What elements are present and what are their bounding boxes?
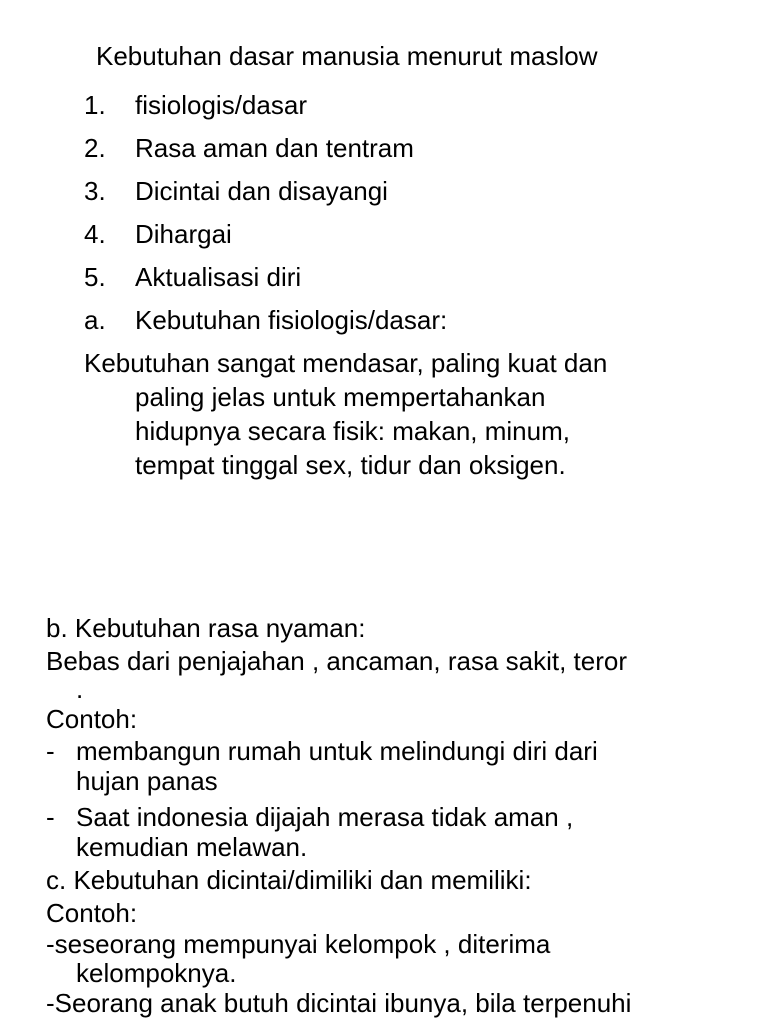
list-item (84, 217, 447, 260)
slide-2-content (46, 610, 746, 1020)
needs-list (84, 88, 447, 346)
c-example-line: kelompoknya. (76, 958, 237, 988)
contoh-label: Contoh: (46, 898, 138, 928)
physiological-description (84, 346, 744, 482)
c-example-line: -seseorang mempunyai kelompok , diterima (46, 929, 551, 959)
paragraph-line: paling jelas untuk mempertahankan (135, 382, 546, 412)
list-item-text: fisiologis/dasar (135, 90, 307, 120)
list-item-text: Rasa aman dan tentram (135, 133, 414, 163)
slide-title: Kebutuhan dasar manusia menurut maslow (96, 41, 598, 71)
list-item-text: Aktualisasi diri (135, 262, 302, 292)
paragraph-line: hidupnya secara fisik: makan, minum, (135, 416, 570, 446)
slide-2 (0, 600, 768, 1024)
list-item-number: a. (84, 305, 106, 335)
dash-bullet: - (46, 736, 55, 766)
list-item-text: Kebutuhan fisiologis/dasar: (135, 305, 448, 335)
example-text: kemudian melawan. (76, 832, 308, 862)
list-item (84, 131, 447, 174)
list-item (84, 88, 447, 131)
c-example-line: -Seorang anak butuh dicintai ibunya, bila terpenuhi (46, 988, 632, 1018)
paragraph-line: Kebutuhan sangat mendasar, paling kuat dan (84, 348, 608, 378)
example-text: Saat indonesia dijajah merasa tidak aman , (76, 802, 574, 832)
example-text: hujan panas (76, 766, 218, 796)
contoh-label: Contoh: (46, 704, 138, 734)
b-description-line: . (76, 674, 84, 704)
b-example-item (46, 802, 746, 862)
list-item-number: 2. (84, 133, 106, 163)
list-item (84, 174, 447, 217)
list-item-number: 3. (84, 176, 106, 206)
example-text: membangun rumah untuk melindungi diri dari (76, 736, 598, 766)
b-description-line: Bebas dari penjajahan , ancaman, rasa sakit, teror (46, 646, 628, 676)
b-example-item (46, 736, 746, 796)
list-item-number: 4. (84, 219, 106, 249)
paragraph-line: tempat tinggal sex, tidur dan oksigen. (135, 450, 566, 480)
list-item-number: 1. (84, 90, 106, 120)
list-item-number: 5. (84, 262, 106, 292)
list-item-text: Dihargai (135, 219, 232, 249)
heading-b: b. Kebutuhan rasa nyaman: (46, 613, 366, 643)
heading-c: c. Kebutuhan dicintai/dimiliki dan memiliki: (46, 865, 532, 895)
list-item-text: Dicintai dan disayangi (135, 176, 388, 206)
list-item (84, 260, 447, 303)
list-item (84, 303, 447, 346)
dash-bullet: - (46, 802, 55, 832)
